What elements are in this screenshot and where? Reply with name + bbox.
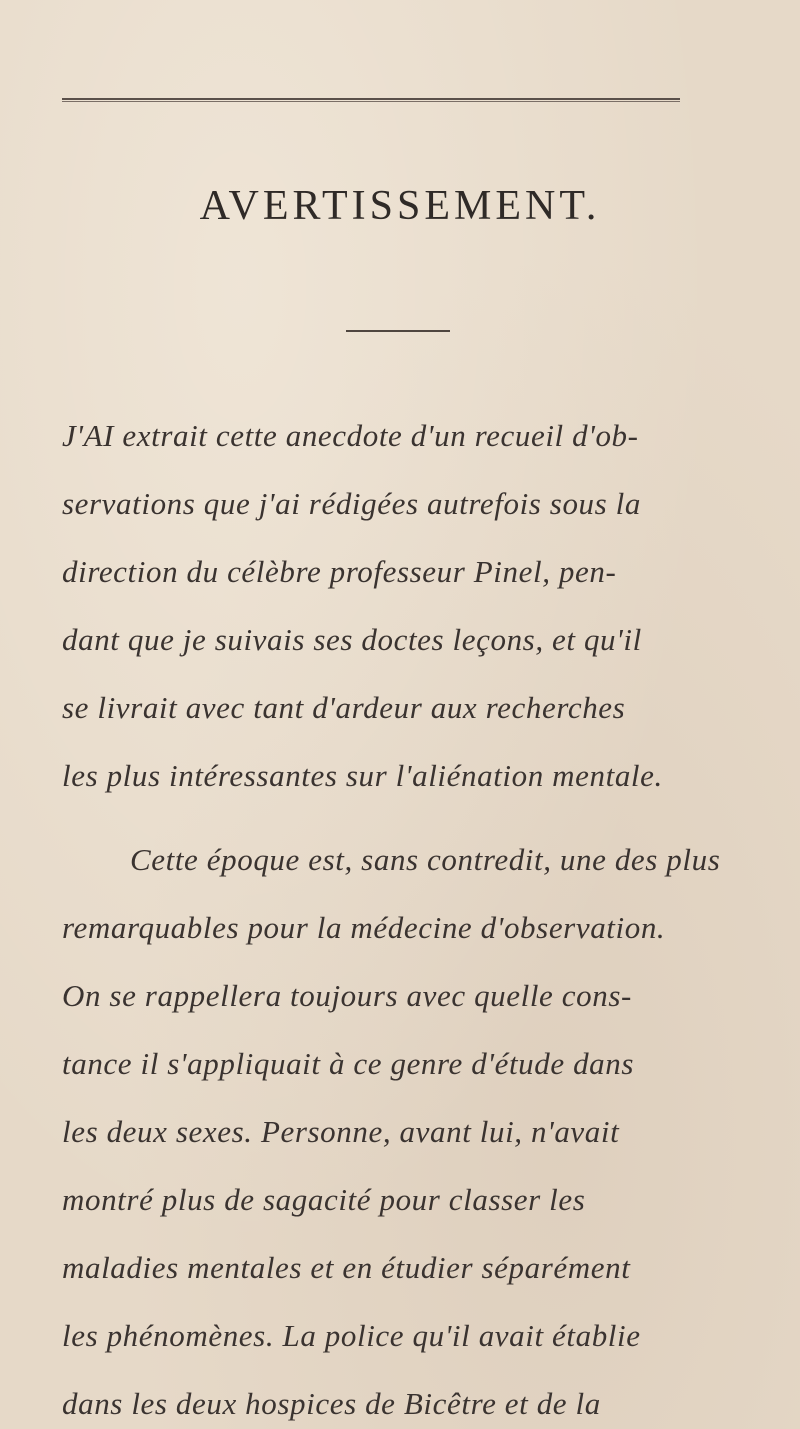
text-line: tance il s'appliquait à ce genre d'étude dans [62, 1046, 635, 1081]
text-line: J'AI extrait cette anecdote d'un recueil d'ob- [62, 418, 639, 453]
top-rule [62, 98, 680, 102]
text-line: servations que j'ai rédigées autrefois sous la [62, 486, 641, 521]
text-line: montré plus de sagacité pour classer les [62, 1182, 586, 1217]
text-line: maladies mentales et en étudier séparément [62, 1250, 631, 1285]
text-line: Cette époque est, sans contredit, une des plus [130, 842, 721, 877]
text-line: se livrait avec tant d'ardeur aux recherches [62, 690, 626, 725]
text-line: dant que je suivais ses doctes leçons, et qu'il [62, 622, 642, 657]
text-line: direction du célèbre professeur Pinel, pen- [62, 554, 617, 589]
text-line: les phénomènes. La police qu'il avait établie [62, 1318, 641, 1353]
page-heading: AVERTISSEMENT. [199, 183, 601, 229]
text-line: dans les deux hospices de Bicêtre et de la [62, 1386, 601, 1421]
text-line: les deux sexes. Personne, avant lui, n'avait [62, 1114, 620, 1149]
text-line: remarquables pour la médecine d'observation. [62, 910, 666, 945]
text-line: les plus intéressantes sur l'aliénation mentale. [62, 758, 663, 793]
ornamental-rule [346, 330, 450, 332]
text-line: On se rappellera toujours avec quelle cons- [62, 978, 632, 1013]
